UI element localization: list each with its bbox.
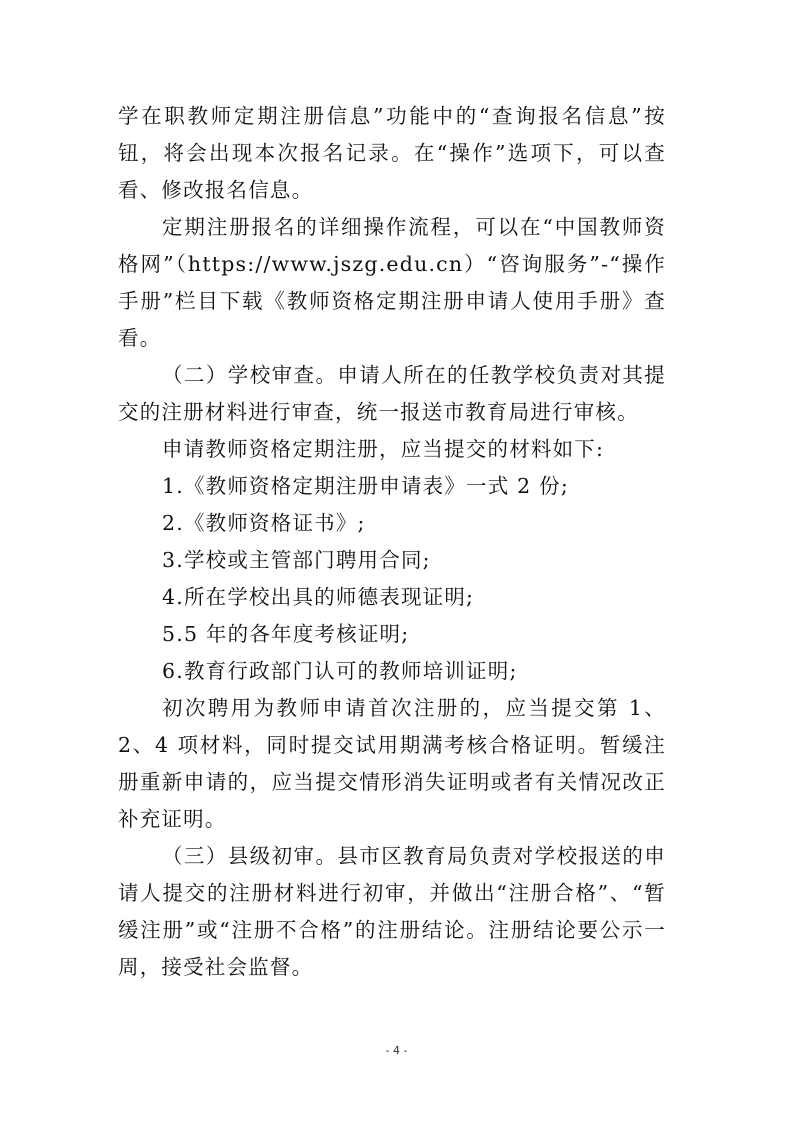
paragraph-county-review: （三）县级初审。县市区教育局负责对学校报送的申请人提交的注册材料进行初审，并做出“注册合格”、“暂缓注册”或“注册不合格”的注册结论。注册结论要公示一周，接受社会监督。 [118, 844, 666, 979]
paragraph-materials-intro: 申请教师资格定期注册，应当提交的材料如下: [162, 437, 605, 461]
list-item-material-2: 2.《教师资格证书》; [162, 511, 366, 535]
page-number: - 4 - [385, 1044, 408, 1057]
paragraph-first-registration: 初次聘用为教师申请首次注册的，应当提交第 1、2、4 项材料，同时提交试用期满考核合格证明。暂缓注册重新申请的，应当提交情形消失证明或者有关情况改正补充证明。 [118, 696, 666, 831]
list-item-material-4: 4.所在学校出具的师德表现证明; [162, 585, 475, 609]
list-item-material-1: 1.《教师资格定期注册申请表》一式 2 份; [162, 474, 569, 498]
document-body [118, 98, 666, 986]
paragraph-process-manual: 定期注册报名的详细操作流程，可以在“中国教师资格网”（https://www.jszg.edu.cn）“咨询服务”-“操作手册”栏目下载《教师资格定期注册申请人使用手册》查看。 [118, 215, 666, 350]
list-item-material-5: 5.5 年的各年度考核证明; [162, 622, 410, 646]
paragraph-school-review: （二）学校审查。申请人所在的任教学校负责对其提交的注册材料进行审查，统一报送市教育局进行审核。 [118, 363, 666, 424]
paragraph-continuation: 学在职教师定期注册信息”功能中的“查询报名信息”按钮，将会出现本次报名记录。在“操作”选项下，可以查看、修改报名信息。 [118, 104, 666, 202]
list-item-material-6: 6.教育行政部门认可的教师培训证明; [162, 659, 518, 683]
list-item-material-3: 3.学校或主管部门聘用合同; [162, 548, 431, 572]
